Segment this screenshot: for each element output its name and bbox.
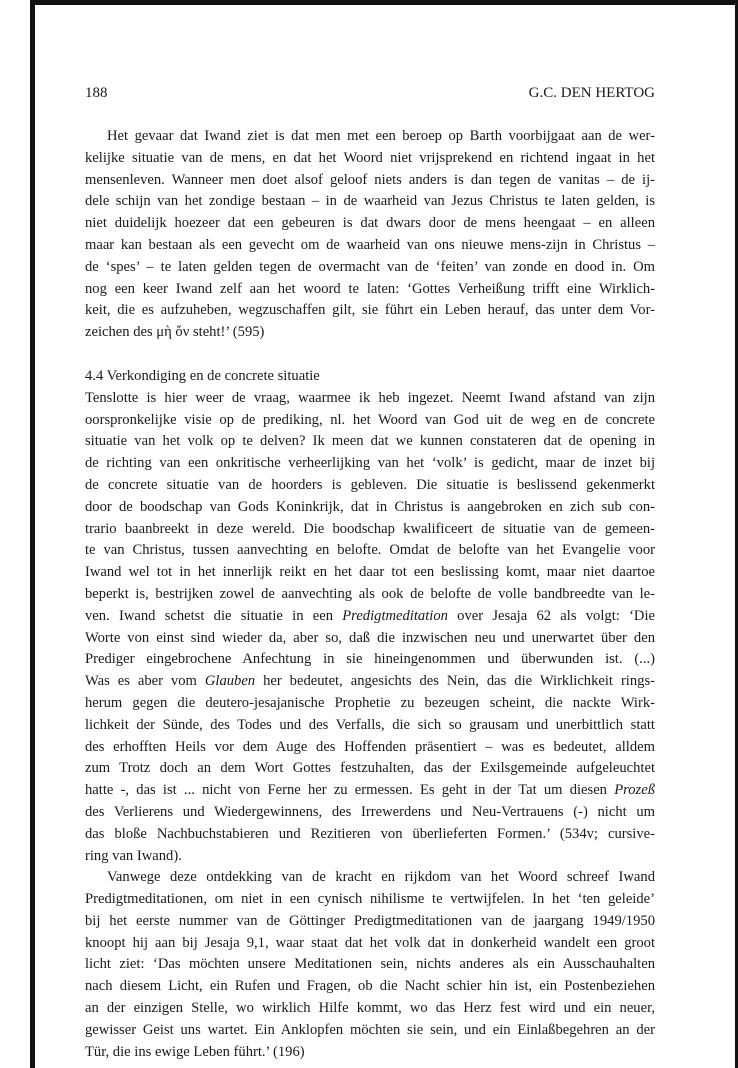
text-line [85, 780, 655, 802]
text-line: Tenslotte is hier weer de vraag, waarmee ik heb ingezet. Neemt Iwand afstand van zijn [85, 389, 655, 406]
text-line: Worte von einst sind wieder da, aber so, daß die inzwischen neu und unerwartet über den [85, 629, 655, 646]
italic-term: Prozeß [614, 782, 655, 799]
text-line: door de boodschap van Gods Koninkrijk, dat in Christus is aangebroken en zich sub con- [85, 498, 655, 515]
text-line: bij het eerste nummer van de Göttinger Predigtmeditationen van de jaargang 1949/1950 [85, 912, 655, 929]
text-line: te van Christus, tussen aanvechting en belofte. Omdat de belofte van het Evangelie voor [85, 542, 655, 559]
body-text [85, 126, 655, 1063]
text-segment: her bedeutet, angesichts des Nein, das die Wirklichkeit rings- [255, 673, 655, 690]
text-line: licht ziet: ‘Das möchten unsere Meditationen sein, nichts anderes als ein Ausschauhalten [85, 956, 655, 973]
text-line [85, 606, 655, 628]
text-line: maar kan bestaan als een gevecht om de waarheid van ons nieuwe mens-zijn in Christus – [85, 236, 655, 253]
text-line: Prediger eingebrochene Anfechtung in sie hineingenommen und überwunden ist. (...) [85, 651, 655, 668]
text-line: zum Trotz doch an dem Wort Gottes festzuhalten, das der Exilsgemeinde aufgeleuchtet [85, 760, 655, 777]
text-line: gewisser Geist uns wartet. Ein Anklopfen möchten sie sein, und ein Einlaßbegehren an der [85, 1021, 655, 1038]
running-head [85, 84, 655, 102]
text-segment: ven. Iwand schetst die situatie in een [85, 607, 343, 624]
text-line: situatie van het volk op te delven? Ik meen dat we kunnen constateren dat de opening in [85, 433, 655, 450]
text-line [85, 671, 655, 693]
text-line: an der einzigen Stelle, wo wirklich Hilfe kommt, wo das Herz fest wird und ein neuer, [85, 1000, 655, 1017]
text-line: Predigtmeditationen, om niet in een cynisch nihilisme te vertwijfelen. In het ‘ten geleide’ [85, 891, 655, 908]
scan-border-left [30, 0, 35, 1068]
text-line: beperkt is, bestrijken zowel de aanvechting als ook de belofte de volle bandbreedte van le- [85, 585, 655, 602]
text-line: Vanwege deze ontdekking van de kracht en rijkdom van het Woord schreef Iwand [107, 869, 655, 886]
paragraph-2 [85, 366, 655, 867]
italic-term: Predigtmeditation [342, 607, 448, 624]
text-line: knoopt hij aan bij Jesaja 9,1, waar staat dat het volk dat in donkerheid wandelt een groot [85, 934, 655, 951]
text-line: kelijke situatie van de mens, en dat het Woord niet vrijsprekend en richtend ingaat in het [85, 149, 655, 166]
paragraph-1 [85, 126, 655, 344]
text-line: zeichen des μὴ ὄν steht!’ (595) [85, 324, 265, 341]
text-line: nach diesem Licht, ein Rufen und Fragen, ob die Nacht schier hin ist, ein Postenbeziehen [85, 978, 655, 995]
section-gap [85, 344, 655, 366]
text-line: Het gevaar dat Iwand ziet is dat men met een beroep op Barth voorbijgaat aan de wer- [107, 128, 655, 144]
text-line: dele schijn van het zondige bestaan – in de waarheid van Jezus Christus te laten gelden, is [85, 193, 655, 210]
page-number: 188 [85, 85, 108, 101]
text-segment: over Jesaja 62 als volgt: ‘Die [447, 607, 655, 624]
text-line: niet duidelijk hoezeer dat een gebeuren is dat dwars door de mens heengaat – en alleen [85, 215, 655, 232]
text-line: lichkeit der Sünde, des Todes und des Verfalls, die sich so grausam und unerbittlich statt [85, 716, 655, 733]
italic-term: Glauben [204, 673, 256, 690]
page [85, 84, 655, 1063]
text-line: oorspronkelijke visie op de prediking, nl. het Woord van God uit de weg en de concrete [85, 411, 655, 428]
scan-border-top [30, 0, 738, 5]
text-line: das bloße Nachbuchstabieren und Rezitieren von überlieferten Formen.’ (534v; cursive- [85, 825, 655, 842]
text-segment: Was es aber vom [85, 673, 205, 690]
text-line: des Verlierens und Wiedergewinnens, des Irrewerdens und Neu-Vertrauens (-) nicht um [85, 803, 655, 820]
text-line: de concrete situatie van de hoorders is gebleven. Die situatie is beslissend gekenmerkt [85, 476, 655, 493]
section-heading: 4.4 Verkondiging en de concrete situatie [85, 367, 320, 384]
text-line: des erhofften Heils vor dem Auge des Hoffenden präsentiert – was es bedeutet, alldem [85, 738, 655, 755]
text-segment: hatte -, das ist ... nicht von Ferne her zu ermessen. Es geht in der Tat um diesen [85, 782, 615, 799]
text-line: mensenleven. Wanneer men doet alsof geloof niets anders is dan tegen de vanitas – de ij- [85, 171, 655, 188]
text-line: de richting van een onkritische verheerlijking van het ‘volk’ is gedicht, maar de inzet bij [85, 455, 655, 472]
text-line: nog een keer Iwand zelf aan het woord te laten: ‘Gottes Verheißung trifft eine Wirklich- [85, 280, 655, 297]
text-line: keit, die es aufzuheben, wegzuschaffen gilt, sie führt ein Leben herauf, das unter dem Vor- [85, 302, 655, 319]
text-line: herum gegen die deutero-jesajanische Prophetie zu bezeugen scheint, die nackte Wirk- [85, 694, 655, 711]
text-line: trario baanbreekt in deze wereld. Die boodschap kwalificeert de situatie van de gemeen- [85, 520, 655, 537]
running-title: G.C. DEN HERTOG [528, 85, 655, 101]
text-line: Tür, die ins ewige Leben führt.’ (196) [85, 1043, 305, 1060]
text-line: Iwand wel tot in het innerlijk reikt en het daar tot een beslissing komt, maar niet daartoe [85, 564, 655, 581]
text-line: de ‘spes’ – te laten gelden tegen de overmacht van de ‘feiten’ van zonde en dood in. Om [85, 258, 655, 275]
text-line: ring van Iwand). [85, 847, 182, 864]
paragraph-3 [85, 867, 655, 1063]
